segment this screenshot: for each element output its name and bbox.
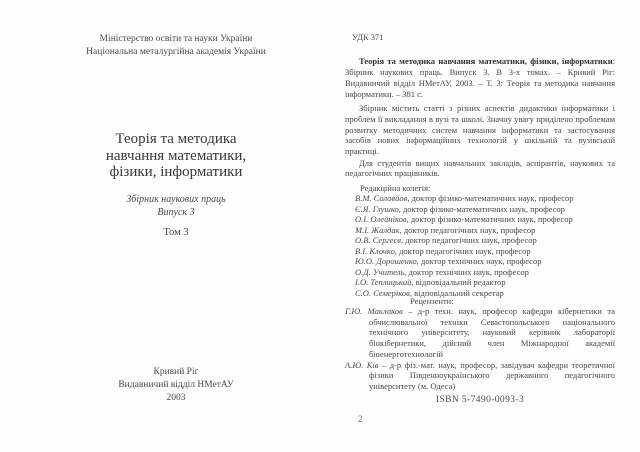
left-page-header bbox=[32, 33, 320, 59]
book-title-line-3: фізики, інформатики bbox=[109, 164, 243, 180]
reviewer-name: Г.Ю. Маклаков bbox=[345, 306, 403, 316]
editor-role: , доктор фізико-математичних наук, професор bbox=[407, 193, 574, 203]
publication-year: 2003 bbox=[166, 393, 186, 403]
bib-bold-title: Теорія та методика навчання математики, фізики, інформатики bbox=[359, 56, 613, 66]
editor-role: , доктор педагогічних наук, професор bbox=[400, 235, 537, 245]
reviewer-entry bbox=[345, 306, 615, 360]
editor-name: С.О. Семеріков bbox=[355, 287, 410, 298]
reviewer-description: – д-р фіз.-мат. наук, професор, завідувач кафедри теоретичної фізики Південноукраїнського державного педагогічного університету (м. Одеса) bbox=[369, 359, 615, 391]
udc-code: УДК 371 bbox=[352, 32, 384, 42]
editor-role: , доктор фізико-математичних наук, професор bbox=[406, 214, 573, 224]
editor-role: , доктор педагогічних наук, професор bbox=[399, 224, 536, 235]
editor-name: В.І. Клочко bbox=[355, 245, 395, 256]
book-title-line-1: Теорія та методика bbox=[115, 131, 237, 147]
editorial-board-heading: Редакційна колегія: bbox=[360, 183, 431, 193]
book-title bbox=[32, 131, 320, 181]
editorial-member-row bbox=[355, 246, 625, 257]
editor-name: О.Д. Учитель bbox=[355, 266, 405, 277]
editorial-member-row bbox=[355, 214, 625, 225]
editor-role: , доктор фізико-математичних наук, професор bbox=[398, 203, 565, 214]
editorial-member-row bbox=[355, 225, 625, 236]
imprint-block bbox=[32, 366, 320, 405]
editor-role: , доктор педагогічних наук, професор bbox=[394, 245, 531, 256]
isbn-number: ISBN 5-7490-0093-3 bbox=[435, 395, 525, 405]
editor-role: , відповідальний редактор bbox=[411, 277, 506, 287]
editor-role: , доктор технічних наук, професор bbox=[404, 266, 529, 277]
editor-name: І.О. Теплицький bbox=[355, 277, 412, 287]
academy-text: Національна металургійна академія України bbox=[86, 47, 266, 57]
editorial-board-list bbox=[345, 193, 625, 298]
editor-role: , доктор технічних наук, професор bbox=[416, 256, 542, 266]
ministry-text: Міністерство освіти та науки України bbox=[99, 34, 253, 44]
editorial-member-row bbox=[355, 204, 625, 215]
editorial-member-row bbox=[355, 267, 625, 278]
editorial-member-row bbox=[355, 235, 625, 246]
issue-subtitle: Випуск 3 bbox=[157, 207, 195, 218]
publisher-name: Видавничий відділ НМетАУ bbox=[118, 380, 234, 390]
editorial-member-row bbox=[355, 193, 625, 204]
reviewers-list bbox=[345, 306, 615, 392]
collection-subtitle: Збірник наукових праць bbox=[126, 194, 226, 205]
series-subtitle bbox=[32, 193, 320, 219]
bibliographic-record bbox=[345, 56, 615, 100]
page-number: 2 bbox=[358, 414, 363, 424]
volume-label: Том 3 bbox=[163, 227, 189, 238]
editor-name: Є.Я. Глушко bbox=[355, 203, 399, 214]
book-title-line-2: навчання математики, bbox=[105, 147, 247, 164]
audience-block bbox=[345, 158, 615, 180]
editorial-member-row bbox=[355, 256, 625, 267]
editor-name: О.І. Олейніков bbox=[355, 214, 407, 224]
reviewer-entry bbox=[345, 360, 615, 392]
audience-paragraph: Для студентів вищих навчальних закладів, аспірантів, наукових та педагогічних працівників. bbox=[345, 157, 615, 179]
reviewer-name: А.Ю. Ків bbox=[345, 359, 379, 370]
abstract-paragraph: Збірник містить статті з різних аспектів дидактики інформатики і проблем її викладання в вузі та школі. Значну увагу приділено проблемам розвитку методичних систем навчання інформатики та застосування засобів нових інформаційних технологій у шкільній та вузівській практиці. bbox=[345, 103, 615, 157]
reviewer-description: – д-р техн. наук, професор кафедри кібернетики та обчислювальної техніки Севастопольського національного технічного університету, науковий керівник лабораторії біокібернетики, дійсний член Міжнародної академії біоенерготехнологій bbox=[369, 306, 615, 359]
editor-name: М.І. Жалдак bbox=[355, 224, 400, 235]
editorial-member-row bbox=[355, 277, 625, 288]
bib-description: : Збірник наукових праць. Випуск 3. В 3-х томах. – Кривий Ріг: Видавничий відділ НМетАУ, 2003. – Т. 3: Теорія та методика навчання інформатики. – 381 с. bbox=[345, 56, 615, 99]
editor-role: , відповідальний секретар bbox=[409, 287, 504, 298]
editor-name: О.В. Сергеєв bbox=[355, 235, 401, 245]
publication-city: Кривий Ріг bbox=[153, 367, 199, 377]
editor-name: Ю.О. Дорошенко bbox=[355, 256, 417, 266]
reviewers-heading: Рецензенти: bbox=[410, 296, 454, 306]
editor-name: В.М. Соловйов bbox=[355, 193, 408, 203]
abstract-block bbox=[345, 103, 615, 157]
